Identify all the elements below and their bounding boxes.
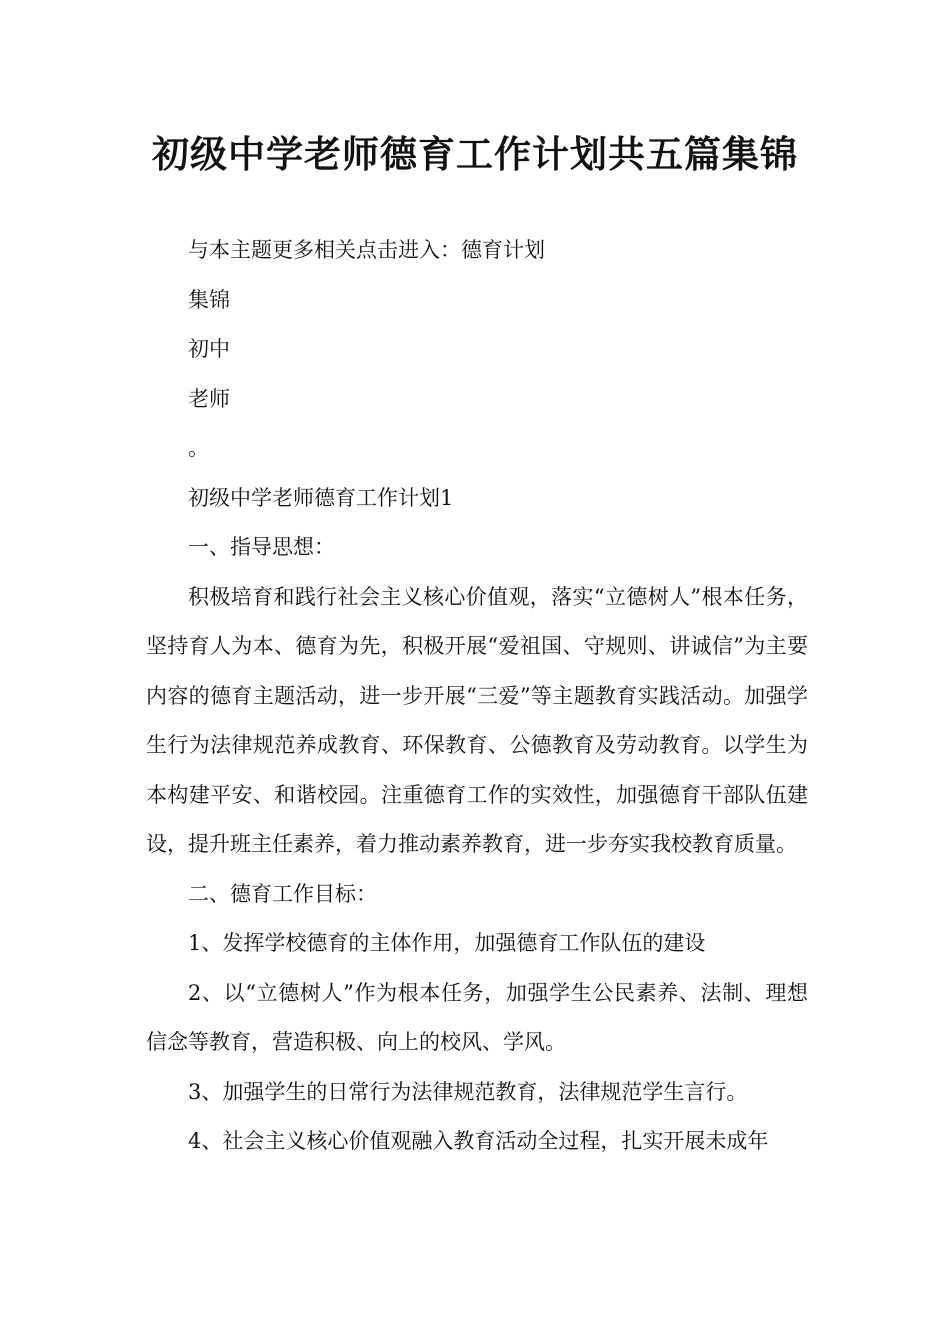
list-item-goal-4: 4、社会主义核心价值观融入教育活动全过程，扎实开展未成年	[188, 1129, 769, 1153]
list-item-goal-2: 2、以“立德树人”作为根本任务，加强学生公民素养、法制、理想信念等教育，营造积极、向上的校风、学风。	[146, 980, 808, 1054]
section-heading-work-goals: 二、德育工作目标：	[188, 881, 377, 906]
section-heading-guiding-ideology: 一、指导思想：	[188, 535, 335, 559]
paragraph-keyword-collection: 集锦	[188, 287, 230, 312]
list-item-goal-3: 3、加强学生的日常行为法律规范教育，法律规范学生言行。	[188, 1079, 748, 1104]
section-heading-plan-1: 初级中学老师德育工作计划1	[188, 485, 454, 510]
paragraph-keyword-teacher: 老师	[188, 386, 230, 411]
paragraph-period: 。	[188, 436, 209, 460]
document-title: 初级中学老师德育工作计划共五篇集锦	[152, 132, 798, 176]
document-body	[146, 226, 808, 1167]
paragraph-guiding-ideology: 积极培育和践行社会主义核心价值观，落实“立德树人”根本任务，坚持育人为本、德育为先，积极开展“爱祖国、守规则、讲诚信”为主要内容的德育主题活动，进一步开展“三爱”等主题教育实践活动。加强学生行为法律规范养成教育、环保教育、公德教育及劳动教育。以学生为本构建平安、和谐校园。注重德育工作的实效性，加强德育干部队伍建设，提升班主任素养，着力推动素养教育，进一步夯实我校教育质量。	[146, 584, 808, 856]
paragraph-related-topics: 与本主题更多相关点击进入：德育计划	[188, 238, 545, 262]
list-item-goal-1: 1、发挥学校德育的主体作用，加强德育工作队伍的建设	[188, 931, 706, 955]
paragraph-keyword-junior: 初中	[188, 337, 230, 361]
